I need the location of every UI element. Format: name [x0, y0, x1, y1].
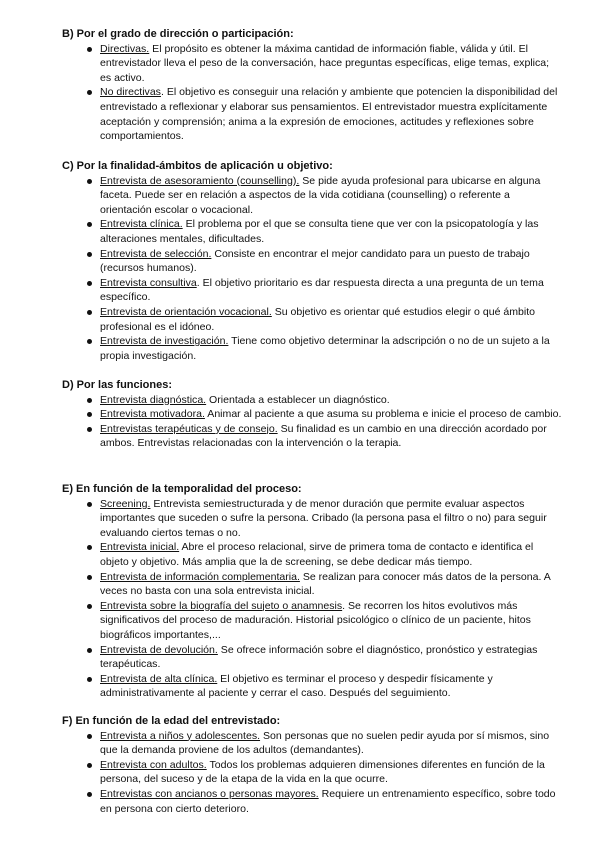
item-description: El problema por el que se consulta tiene que ver con la psicopatología y las alteraciones mentales, dificultades.: [100, 218, 539, 245]
item-term: Entrevista inicial.: [100, 541, 180, 554]
item-term: Entrevista diagnóstica.: [100, 393, 207, 406]
list-item: [62, 393, 562, 408]
item-description: Su objetivo es orientar qué estudios elegir o qué ámbito profesional es el idóneo.: [100, 305, 536, 333]
item-term: Entrevista de alta clínica.: [100, 672, 218, 685]
section-heading: D) Por las funciones:: [62, 379, 173, 391]
item-term: Entrevista motivadora.: [100, 408, 205, 421]
section: [62, 714, 562, 816]
item-description: . El objetivo es conseguir una relación y ambiente que potencien la disponibilidad del entrevistado a reflexionar y elaborar sus pensamientos. El entrevistador muestra explícitamente aceptación y comprensión; anima a la expresión de emociones, actitudes y reflexiones sobre comportamientos.: [100, 86, 558, 143]
item-term: Entrevista con adultos.: [100, 758, 207, 771]
section-heading: B) Por el grado de dirección o participación:: [62, 28, 294, 40]
item-term: Screening.: [100, 497, 151, 510]
list-item: [62, 174, 562, 218]
item-term: Directivas.: [100, 42, 150, 55]
item-description: Se pide ayuda profesional para ubicarse en alguna faceta. Puede ser en relación a aspectos de la vida cotidiana (counselling) o referente a orientación escolar o vocacional.: [100, 174, 541, 216]
item-description: Su finalidad es un cambio en una dirección acordado por ambos. Entrevistas relacionadas con la intervención o la terapia.: [100, 422, 547, 450]
item-description: Requiere un entrenamiento específico, sobre todo en persona con cierto deterioro.: [100, 787, 556, 815]
item-description: Animar al paciente a que asuma su problema e inicie el proceso de cambio.: [204, 408, 562, 421]
item-term: No directivas: [100, 86, 161, 99]
item-description: Abre el proceso relacional, sirve de primera toma de contacto e identifica el objeto y objetivo. Más amplia que la de screening, se debe dedicar más tiempo.: [100, 541, 534, 568]
item-term: Entrevista de orientación vocacional.: [100, 305, 272, 318]
item-description: Orientada a establecer un diagnóstico.: [206, 393, 390, 406]
list-item: [62, 570, 562, 599]
item-description: Consiste en encontrar el mejor candidato para un puesto de trabajo (recursos humanos).: [100, 247, 530, 275]
list-item: [62, 540, 562, 569]
item-term: Entrevista de devolución.: [100, 643, 218, 656]
item-term: Entrevista de información complementaria.: [100, 570, 300, 583]
section: [62, 159, 562, 363]
item-description: . Se recorren los hitos evolutivos más significativos del proceso de maduración. Historial psicológico o clínico de un paciente, hitos biográficos importantes,...: [100, 599, 531, 641]
section: [62, 482, 562, 701]
item-description: Se ofrece información sobre el diagnóstico, pronóstico y estrategias terapéuticas.: [100, 643, 538, 671]
item-term: Entrevista de investigación.: [100, 335, 229, 348]
item-term: Entrevista consultiva: [100, 276, 197, 289]
list-item: [62, 643, 562, 672]
list-item: [62, 217, 562, 246]
list-item: [62, 497, 562, 541]
item-description: Se realizan para conocer más datos de la persona. A veces no basta con una sola entrevista inicial.: [100, 570, 551, 598]
list-item: [62, 85, 562, 143]
item-description: Son personas que no suelen pedir ayuda por sí mismos, sino que la demanda proviene de los adultos (demandantes).: [100, 729, 550, 757]
list-item: [62, 422, 562, 451]
section: [62, 27, 562, 144]
item-term: Entrevista sobre la biografía del sujeto o anamnesis: [100, 599, 343, 612]
item-term: Entrevista clínica.: [100, 218, 183, 231]
list-item: [62, 787, 562, 816]
list-item: [62, 305, 562, 334]
item-description: Todos los problemas adquieren dimensiones diferentes en función de la persona, del suceso y de la etapa de la vida en la que ocurre.: [100, 758, 545, 786]
list-item: [62, 42, 562, 86]
item-term: Entrevistas con ancianos o personas mayores.: [100, 787, 319, 800]
list-item: [62, 407, 562, 422]
list-item: [62, 247, 562, 276]
item-description: El objetivo es terminar el proceso y despedir físicamente y administrativamente al paciente y cerrar el caso. Después del seguimiento.: [100, 672, 493, 700]
item-term: Entrevista de asesoramiento (counselling).: [100, 174, 300, 187]
list-item: [62, 334, 562, 363]
item-description: Tiene como objetivo determinar la adscripción o no de un sujeto a la propia investigación.: [100, 335, 550, 362]
section-heading: C) Por la finalidad-ámbitos de aplicación u objetivo:: [62, 160, 333, 172]
bullet-list: [62, 174, 562, 364]
bullet-list: [62, 393, 562, 451]
section-heading: E) En función de la temporalidad del proceso:: [62, 483, 302, 495]
bullet-list: [62, 729, 562, 817]
list-item: [62, 729, 562, 758]
item-term: Entrevista de selección.: [100, 247, 212, 260]
item-description: . El objetivo prioritario es dar respuesta directa a una pregunta de un tema específico.: [100, 276, 544, 304]
list-item: [62, 599, 562, 643]
bullet-list: [62, 42, 562, 144]
list-item: [62, 276, 562, 305]
item-description: Entrevista semiestructurada y de menor duración que permite evaluar aspectos importantes que suceden o sufre la persona. Cribado (la persona pasa el filtro o no) para seguir evaluando ciertos temas o no.: [100, 497, 547, 539]
section: [62, 378, 562, 451]
list-item: [62, 758, 562, 787]
bullet-list: [62, 497, 562, 701]
item-description: El propósito es obtener la máxima cantidad de información fiable, válida y útil. El entrevistador lleva el peso de la conversación, hace preguntas específicas, elige temas, explica; es activo.: [100, 42, 550, 84]
section-heading: F) En función de la edad del entrevistado:: [62, 715, 281, 727]
list-item: [62, 672, 562, 701]
item-term: Entrevista a niños y adolescentes.: [100, 729, 261, 742]
item-term: Entrevistas terapéuticas y de consejo.: [100, 422, 278, 435]
